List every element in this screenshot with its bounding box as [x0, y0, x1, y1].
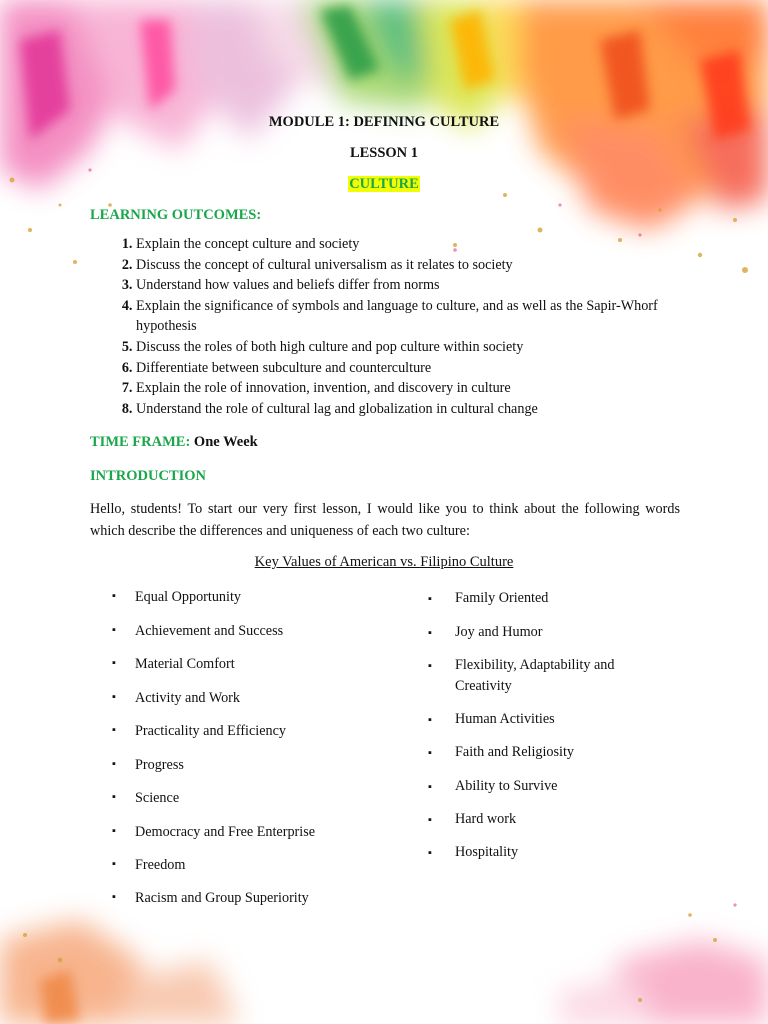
bullet-icon: ▪	[428, 814, 432, 826]
filipino-value-item: Human Activities	[455, 711, 555, 727]
american-value-item: Progress	[135, 757, 184, 773]
bullet-icon: ▪	[428, 714, 432, 726]
outcome-item: 2. Discuss the concept of cultural universalism as it relates to society	[136, 255, 706, 276]
outcome-item: 1. Explain the concept culture and society	[136, 234, 706, 255]
time-frame-label: TIME FRAME:	[90, 434, 191, 450]
bullet-icon: ▪	[112, 691, 116, 703]
outcome-item: 5. Discuss the roles of both high culture and pop culture within society	[136, 337, 706, 358]
outcome-item: 6. Differentiate between subculture and counterculture	[136, 358, 706, 379]
american-value-item: Practicality and Efficiency	[135, 723, 287, 739]
bullet-icon: ▪	[112, 791, 116, 803]
outcome-item: 8. Understand the role of cultural lag and globalization in cultural change	[136, 399, 706, 420]
time-frame-line	[90, 434, 258, 451]
lesson-title-highlight: CULTURE	[349, 176, 419, 192]
filipino-value-item: Faith and Religiosity	[455, 744, 575, 760]
bullet-icon: ▪	[428, 847, 432, 859]
lesson-title	[0, 176, 768, 193]
lesson-label: LESSON 1	[349, 145, 419, 161]
bullet-icon: ▪	[112, 590, 116, 602]
bullet-icon: ▪	[428, 627, 432, 639]
bullet-icon: ▪	[112, 624, 116, 636]
key-values-title: Key Values of American vs. Filipino Culture	[254, 554, 514, 570]
american-value-item: Equal Opportunity	[135, 589, 241, 605]
bullet-icon: ▪	[112, 891, 116, 903]
bullet-icon: ▪	[112, 657, 116, 669]
bullet-icon: ▪	[428, 593, 432, 605]
filipino-value-item: Family Oriented	[455, 590, 549, 606]
filipino-value-item: Flexibility, Adaptability and Creativity	[455, 657, 615, 694]
bullet-icon: ▪	[112, 724, 116, 736]
american-value-item: Science	[135, 790, 180, 806]
american-value-item: Achievement and Success	[135, 623, 284, 639]
time-frame-value: One Week	[193, 434, 258, 450]
filipino-value-item: Joy and Humor	[455, 624, 543, 640]
outcome-item: 3. Understand how values and beliefs differ from norms	[136, 275, 706, 296]
outcome-item: 4. Explain the significance of symbols and language to culture, and as well as the Sapir-Whorf hypothesis	[136, 296, 706, 337]
learning-outcomes-list	[96, 234, 706, 419]
bullet-icon: ▪	[428, 781, 432, 793]
american-value-item: Freedom	[135, 857, 186, 873]
outcome-item: 7. Explain the role of innovation, invention, and discovery in culture	[136, 378, 706, 399]
american-value-item: Material Comfort	[135, 656, 235, 672]
american-value-item: Racism and Group Superiority	[135, 890, 309, 906]
american-value-item: Democracy and Free Enterprise	[135, 824, 316, 840]
american-value-item: Activity and Work	[135, 690, 240, 706]
learning-outcomes-heading: LEARNING OUTCOMES:	[90, 207, 262, 223]
bullet-icon: ▪	[112, 825, 116, 837]
bullet-icon: ▪	[112, 858, 116, 870]
filipino-value-item: Hospitality	[455, 844, 519, 860]
filipino-value-item: Hard work	[455, 811, 517, 827]
filipino-value-item: Ability to Survive	[455, 778, 558, 794]
module-title: MODULE 1: DEFINING CULTURE	[268, 114, 500, 130]
bullet-icon: ▪	[428, 747, 432, 759]
bullet-icon: ▪	[112, 758, 116, 770]
bullet-icon: ▪	[428, 660, 432, 672]
introduction-heading: INTRODUCTION	[90, 468, 207, 484]
introduction-paragraph: Hello, students! To start our very first lesson, I would like you to think about the following words which describe the differences and uniqueness of each two culture:	[90, 501, 680, 539]
